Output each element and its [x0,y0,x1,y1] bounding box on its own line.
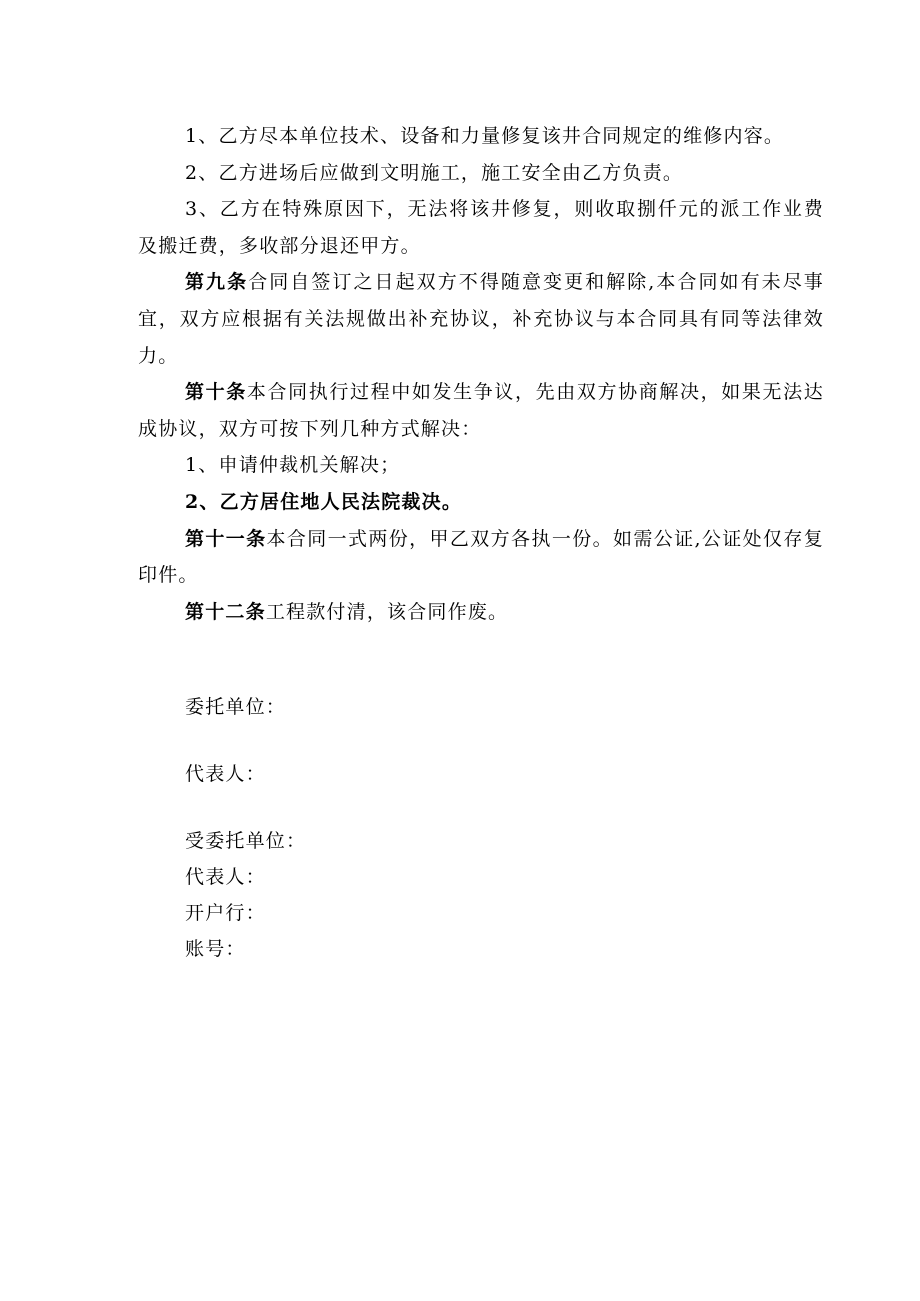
clause-text: 本合同一式两份，甲乙双方各执一份。如需公证,公证处仅存复印件。 [138,527,824,587]
clause-text: 1、乙方尽本单位技术、设备和力量修复该井合同规定的维修内容。 [185,125,785,147]
client-rep-label: 代表人： [185,763,266,785]
account-label: 账号： [185,938,246,960]
clause-9 [138,264,824,374]
contract-body [138,118,824,630]
contractor-unit-label: 受委托单位： [185,830,307,852]
bank-label: 开户行： [185,902,266,924]
clause-label: 第十一条 [185,527,267,550]
clause-label: 第十二条 [185,600,266,623]
clause-8-item-3 [138,191,824,264]
clause-11 [138,521,824,594]
clause-10 [138,374,824,447]
client-unit-label: 委托单位： [185,696,287,718]
clause-label: 第九条 [185,271,249,294]
contractor-rep-label: 代表人： [185,866,266,888]
clause-text: 1、申请仲裁机关解决； [185,454,401,477]
clause-10-option-2 [138,484,824,521]
clause-text: 本合同执行过程中如发生争议，先由双方协商解决，如果无法达成协议，双方可按下列几种方式解决： [138,381,824,440]
clause-12 [138,594,824,631]
clause-text: 合同自签订之日起双方不得随意变更和解除,本合同如有未尽事宜，双方应根据有关法规做出补充协议，补充协议与本合同具有同等法律效力。 [138,271,824,367]
clause-text: 2、乙方居住地人民法院裁决。 [185,490,463,513]
clause-text: 2、乙方进场后应做到文明施工，施工安全由乙方负责。 [185,161,684,184]
clause-text: 3、乙方在特殊原因下，无法将该井修复，则收取捌仟元的派工作业费及搬迁费，多收部分退还甲方。 [138,198,824,257]
clause-text: 工程款付清，该合同作废。 [265,600,509,623]
clause-label: 第十条 [185,381,247,404]
clause-8-item-1 [138,118,824,155]
clause-8-item-2 [138,155,824,192]
clause-10-option-1 [138,447,824,484]
